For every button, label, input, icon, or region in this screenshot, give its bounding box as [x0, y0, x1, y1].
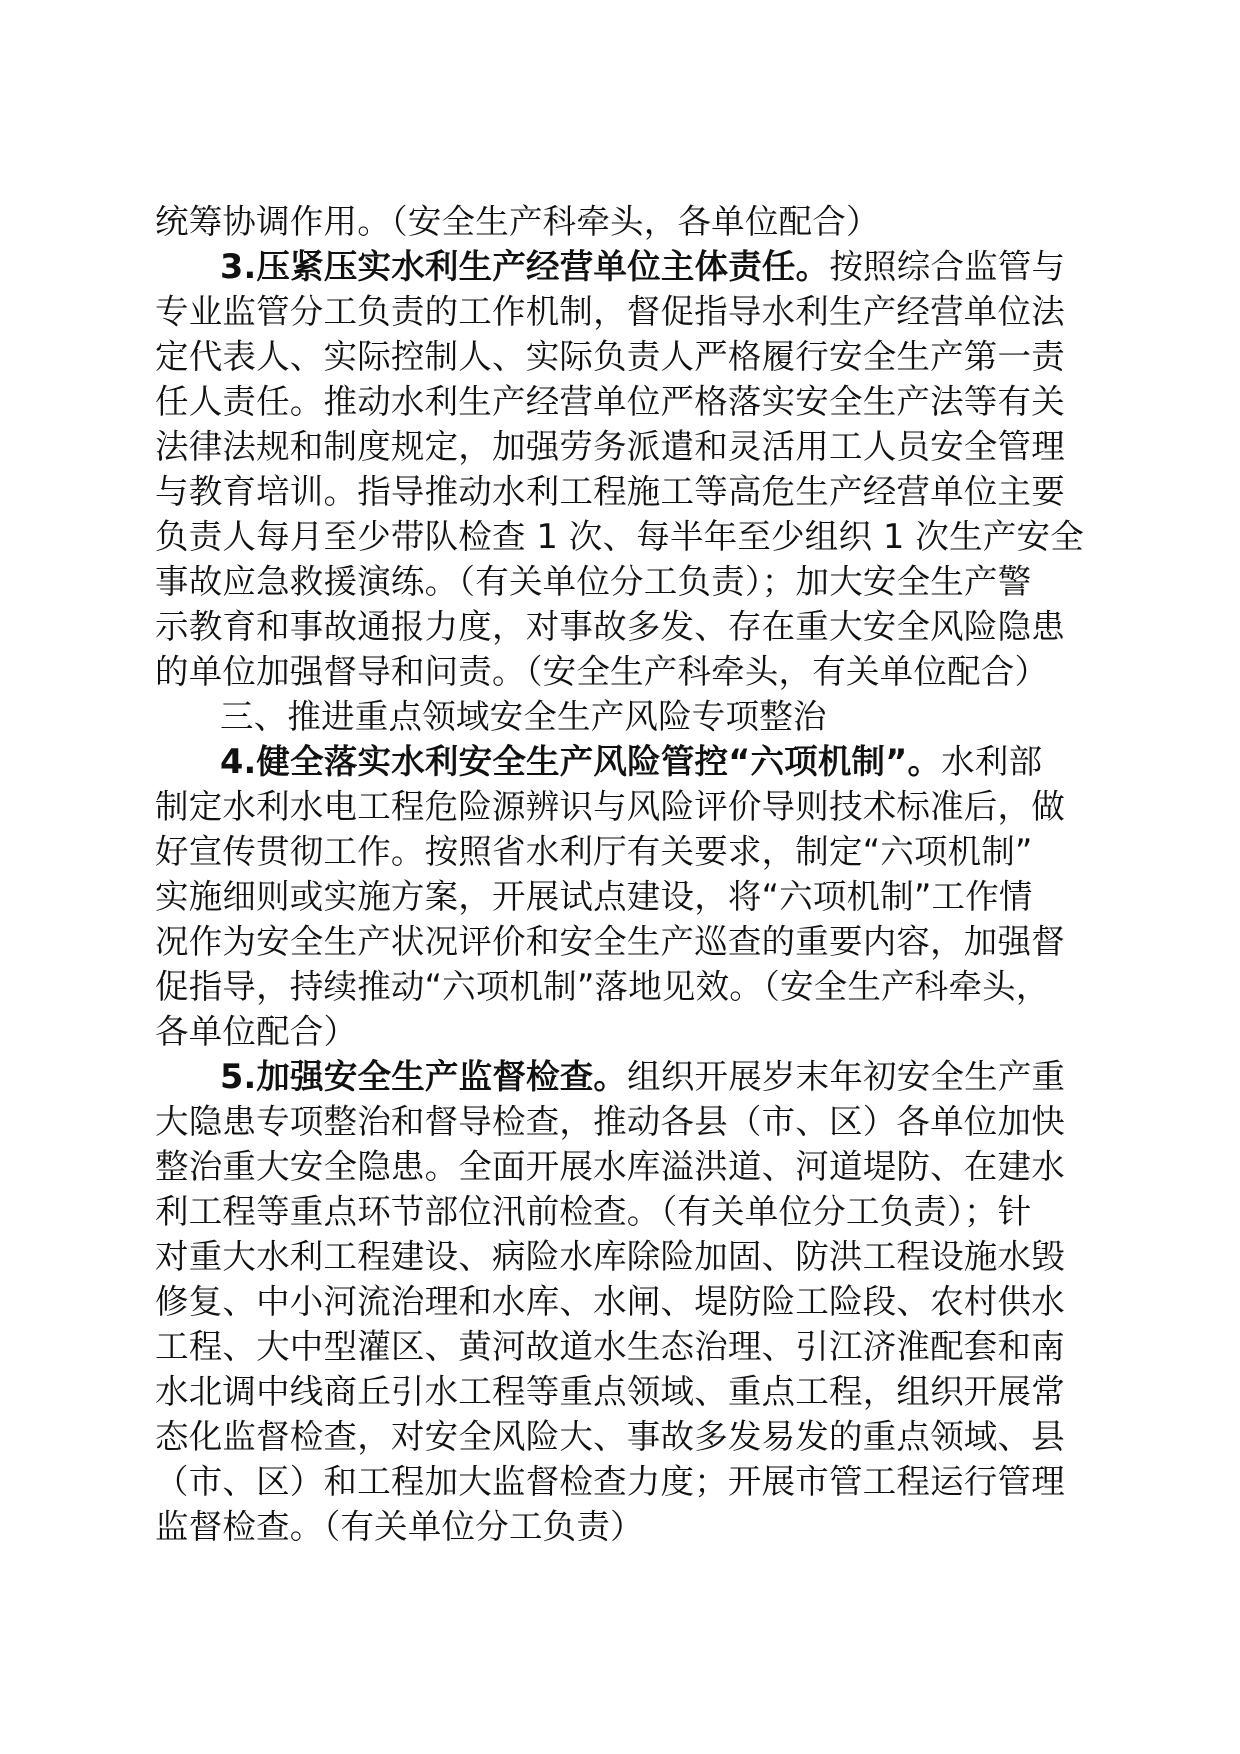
- paragraph-line: 的单位加强督导和问责。（安全生产科牵头，有关单位配合）: [155, 652, 1049, 691]
- paragraph-text: 按照综合监管与: [829, 247, 1066, 286]
- paragraph-line: 好宣传贯彻工作。按照省水利厅有关要求，制定“六项机制”: [155, 832, 1033, 871]
- section-heading: 三、推进重点领域安全生产风险专项整治: [220, 697, 827, 736]
- paragraph-text: 水利部: [941, 742, 1043, 781]
- paragraph-line: （市、区）和工程加大监督检查力度；开展市管工程运行管理: [155, 1462, 1065, 1501]
- paragraph-line: 促指导，持续推动“六项机制”落地见效。（安全生产科牵头，: [155, 967, 1050, 1006]
- paragraph-line: 工程、大中型灌区、黄河故道水生态治理、引江济淮配套和南: [155, 1327, 1065, 1366]
- item-3-heading: 3.压紧压实水利生产经营单位主体责任。: [220, 247, 830, 286]
- paragraph-line: 整治重大安全隐患。全面开展水库溢洪道、河道堤防、在建水: [155, 1147, 1065, 1186]
- paragraph-line: 利工程等重点环节部位汛前检查。（有关单位分工负责）；针: [155, 1192, 1032, 1231]
- paragraph-line: 修复、中小河流治理和水库、水闸、堤防险工险段、农村供水: [155, 1282, 1065, 1321]
- paragraph-line: [220, 245, 1065, 289]
- paragraph-line: 定代表人、实际控制人、实际负责人严格履行安全生产第一责: [155, 337, 1065, 376]
- paragraph-line: 监督检查。（有关单位分工负责）: [155, 1507, 644, 1546]
- item-5-heading: 5.加强安全生产监督检查。: [220, 1057, 628, 1096]
- paragraph-line: [220, 1055, 1065, 1099]
- paragraph-line: 水北调中线商丘引水工程等重点领域、重点工程，组织开展常: [155, 1372, 1065, 1411]
- paragraph-line: 况作为安全生产状况评价和安全生产巡查的重要内容，加强督: [155, 922, 1065, 961]
- paragraph-line: 制定水利水电工程危险源辨识与风险评价导则技术标准后，做: [155, 787, 1065, 826]
- paragraph-line: 负责人每月至少带队检查 1 次、每半年至少组织 1 次生产安全: [155, 517, 1084, 556]
- paragraph-line: 与教育培训。指导推动水利工程施工等高危生产经营单位主要: [155, 472, 1065, 511]
- item-4-heading: 4.健全落实水利安全生产风险管控“六项机制”。: [220, 742, 942, 781]
- paragraph-line: 统筹协调作用。（安全生产科牵头，各单位配合）: [155, 202, 880, 241]
- paragraph-line: 各单位配合）: [155, 1012, 358, 1051]
- paragraph-line: 对重大水利工程建设、病险水库除险加固、防洪工程设施水毁: [155, 1237, 1065, 1276]
- paragraph-line: 大隐患专项整治和督导检查，推动各县（市、区）各单位加快: [155, 1102, 1065, 1141]
- paragraph-line: 任人责任。推动水利生产经营单位严格落实安全生产法等有关: [155, 382, 1065, 421]
- paragraph-line: 态化监督检查，对安全风险大、事故多发易发的重点领域、县: [155, 1417, 1065, 1456]
- paragraph-line: 专业监管分工负责的工作机制，督促指导水利生产经营单位法: [155, 292, 1065, 331]
- paragraph-line: 法律法规和制度规定，加强劳务派遣和灵活用工人员安全管理: [155, 427, 1065, 466]
- paragraph-line: 事故应急救援演练。（有关单位分工负责）；加大安全生产警: [155, 562, 1032, 601]
- paragraph-line: 示教育和事故通报力度，对事故多发、存在重大安全风险隐患: [155, 607, 1065, 646]
- paragraph-text: 组织开展岁末年初安全生产重: [627, 1057, 1066, 1096]
- paragraph-line: [220, 740, 1042, 784]
- paragraph-line: 实施细则或实施方案，开展试点建设，将“六项机制”工作情: [155, 877, 1033, 916]
